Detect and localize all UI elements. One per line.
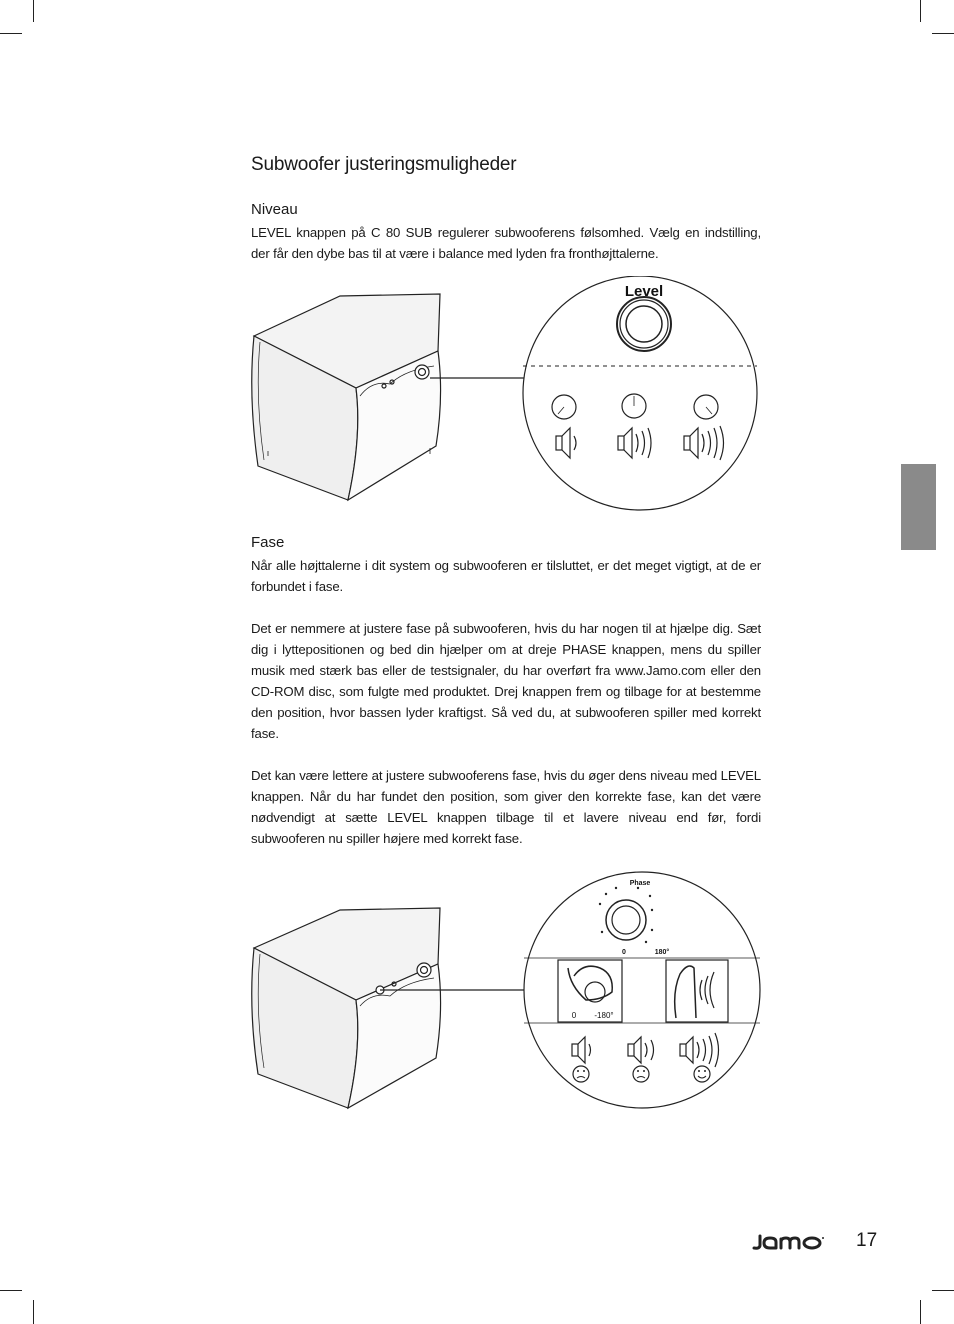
level-knob-label: Level [624, 283, 664, 300]
phase-scale-max: 180° [654, 949, 670, 956]
phase-knob-label: Phase [629, 880, 651, 887]
crop-mark [932, 33, 954, 34]
fase-paragraph-3: Det kan være lettere at justere subwooferens fase, hvis du øger dens niveau med LEVEL knappen. Når du har fundet den position, som giver den korrekte fase, kan det være nødvendigt at sætte LEVEL knappen tilbage til et lavere niveau end før, fordi subwooferen nu spiller højere med korrekt fase. [251, 768, 761, 846]
jamo-logo [748, 1230, 828, 1254]
niveau-paragraph: LEVEL knappen på C 80 SUB regulerer subwooferens følsomhed. Vælg en indstilling, der får den dybe bas til at være i balance med lyden fra fronthøjttalerne. [251, 225, 761, 261]
inset-scale-min: 0 [571, 1011, 577, 1020]
fase-heading: Fase [251, 534, 285, 551]
inset-scale-max: -180° [594, 1011, 614, 1020]
phase-scale-min: 0 [622, 949, 626, 956]
fase-paragraph-2: Det er nemmere at justere fase på subwooferen, hvis du har nogen til at hjælpe dig. Sæt dig i lyttepositionen og bed din hjælper om at dreje PHASE knappen, mens du spiller musik med stærk bas eller de testsignaler, du har overført fra www.Jamo.com eller den CD-ROM disc, som fulgte med produktet. Drej knappen frem og tilbage for at bestemme den position, hvor bassen lyder kraftigst. Så ved du, at subwooferen spiller med korrekt fase. [251, 621, 761, 741]
phase-illustration [240, 868, 770, 1112]
fase-paragraph-1: Når alle højttalerne i dit system og subwooferen er tilsluttet, er det meget vigtigt, at de er forbundet i fase. [251, 558, 761, 594]
section-tab-marker [901, 464, 936, 550]
crop-mark [0, 1290, 22, 1291]
crop-mark [920, 1300, 921, 1324]
crop-mark [920, 0, 921, 22]
crop-mark [932, 1290, 954, 1291]
page-title: Subwoofer justeringsmuligheder [251, 154, 517, 175]
level-illustration [240, 276, 770, 512]
page-number: 17 [856, 1230, 878, 1251]
niveau-heading: Niveau [251, 201, 298, 218]
crop-mark [0, 33, 22, 34]
crop-mark [33, 0, 34, 22]
crop-mark [33, 1300, 34, 1324]
